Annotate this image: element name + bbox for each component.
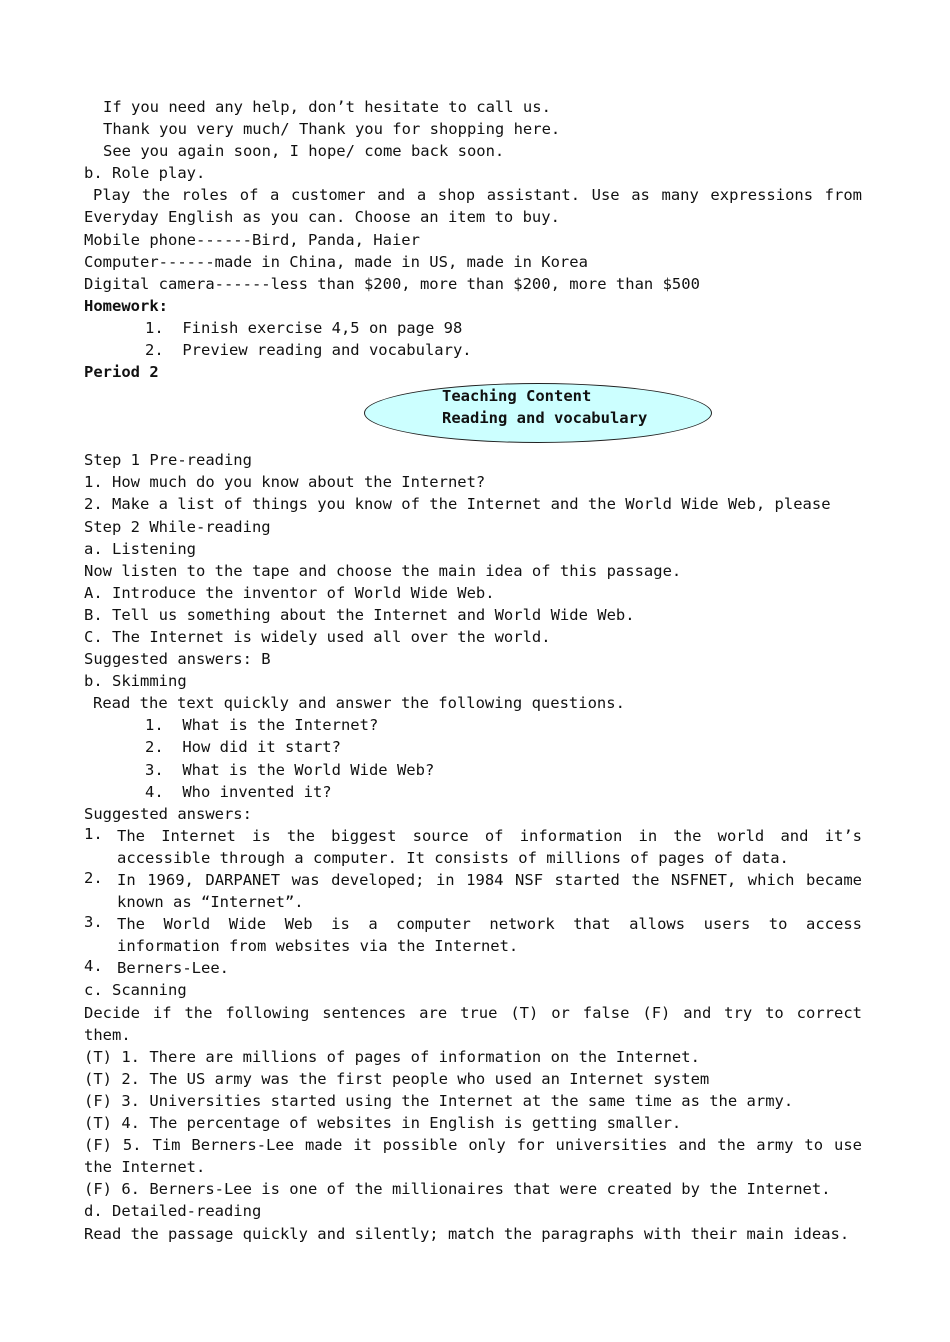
closing-line-1: If you need any help, don’t hesitate to call us. [103,98,551,116]
scanning-item: (F) 6. Berners-Lee is one of the millionaires that were created by the Internet. [84,1180,831,1199]
callout-text [442,385,647,429]
closing-line-2: Thank you very much/ Thank you for shopping here. [103,120,561,139]
step2-heading: Step 2 While-reading [84,517,271,536]
teaching-content-callout [84,383,862,449]
listening-option: C. The Internet is widely used all over the world. [84,627,551,646]
scanning-heading: c. Scanning [84,981,187,1000]
skimming-question: 4. Who invented it? [145,782,332,801]
listening-answer: Suggested answers: B [84,650,271,669]
step1-question: 1. How much do you know about the Internet? [84,473,486,492]
listening-heading: a. Listening [84,539,196,558]
homework-item: 1. Finish exercise 4,5 on page 98 [145,318,463,337]
step1-heading: Step 1 Pre-reading [84,451,252,470]
role-play-item: Mobile phone------Bird, Panda, Haier [84,230,420,249]
role-play-instruction: Play the roles of a customer and a shop assistant. Use as many expressions from Everyday English as you can. Choose an item to buy. [84,186,862,227]
skimming-question: 3. What is the World Wide Web? [145,760,435,779]
scanning-item: (T) 1. There are millions of pages of information on the Internet. [84,1047,700,1066]
callout-line-2: Reading and vocabulary [442,409,648,428]
detailed-instruction: Read the passage quickly and silently; match the paragraphs with their main ideas. [84,1224,850,1243]
skimming-question: 1. What is the Internet? [145,716,379,735]
skimming-question: 2. How did it start? [145,738,341,757]
skimming-heading: b. Skimming [84,672,187,691]
skimming-answer: 2. In 1969, DARPANET was developed; in 1984 NSF started the NSFNET, which became known as “Internet”. [84,869,862,912]
skimming-instruction: Read the text quickly and answer the following questions. [93,694,625,713]
scanning-instruction: Decide if the following sentences are true (T) or false (F) and try to correct them. [84,1003,862,1044]
listening-instruction: Now listen to the tape and choose the main idea of this passage. [84,561,682,580]
homework-heading: Homework: [84,296,168,315]
homework-item: 2. Preview reading and vocabulary. [145,341,472,360]
page-content [84,96,862,1245]
listening-option: B. Tell us something about the Internet and World Wide Web. [84,605,635,624]
role-play-item: Digital camera------less than $200, more than $200, more than $500 [84,274,700,293]
skimming-answer: 3. The World Wide Web is a computer network that allows users to access information from websites via the Internet. [84,913,862,956]
role-play-item: Computer------made in China, made in US, made in Korea [84,252,588,271]
detailed-heading: d. Detailed-reading [84,1202,262,1221]
skimming-answer: 1. The Internet is the biggest source of information in the world and it’s accessible through a computer. It consists of millions of pages of data. [84,824,862,867]
step1-question: 2. Make a list of things you know of the Internet and the World Wide Web, please [84,495,831,514]
closing-line-3: See you again soon, I hope/ come back soon. [103,142,505,161]
role-play-heading: b. Role play. [84,164,206,183]
scanning-item: (T) 4. The percentage of websites in English is getting smaller. [84,1114,682,1133]
scanning-item: (F) 3. Universities started using the Internet at the same time as the army. [84,1091,794,1110]
skimming-answer: 4. Berners-Lee. [84,957,229,978]
period-heading: Period 2 [84,363,159,382]
callout-line-1: Teaching Content [442,387,592,406]
listening-option: A. Introduce the inventor of World Wide Web. [84,583,495,602]
scanning-item: (F) 5. Tim Berners-Lee made it possible only for universities and the army to use the Internet. [84,1136,862,1177]
scanning-item: (T) 2. The US army was the first people who used an Internet system [84,1069,710,1088]
skimming-answers-heading: Suggested answers: [84,804,252,823]
